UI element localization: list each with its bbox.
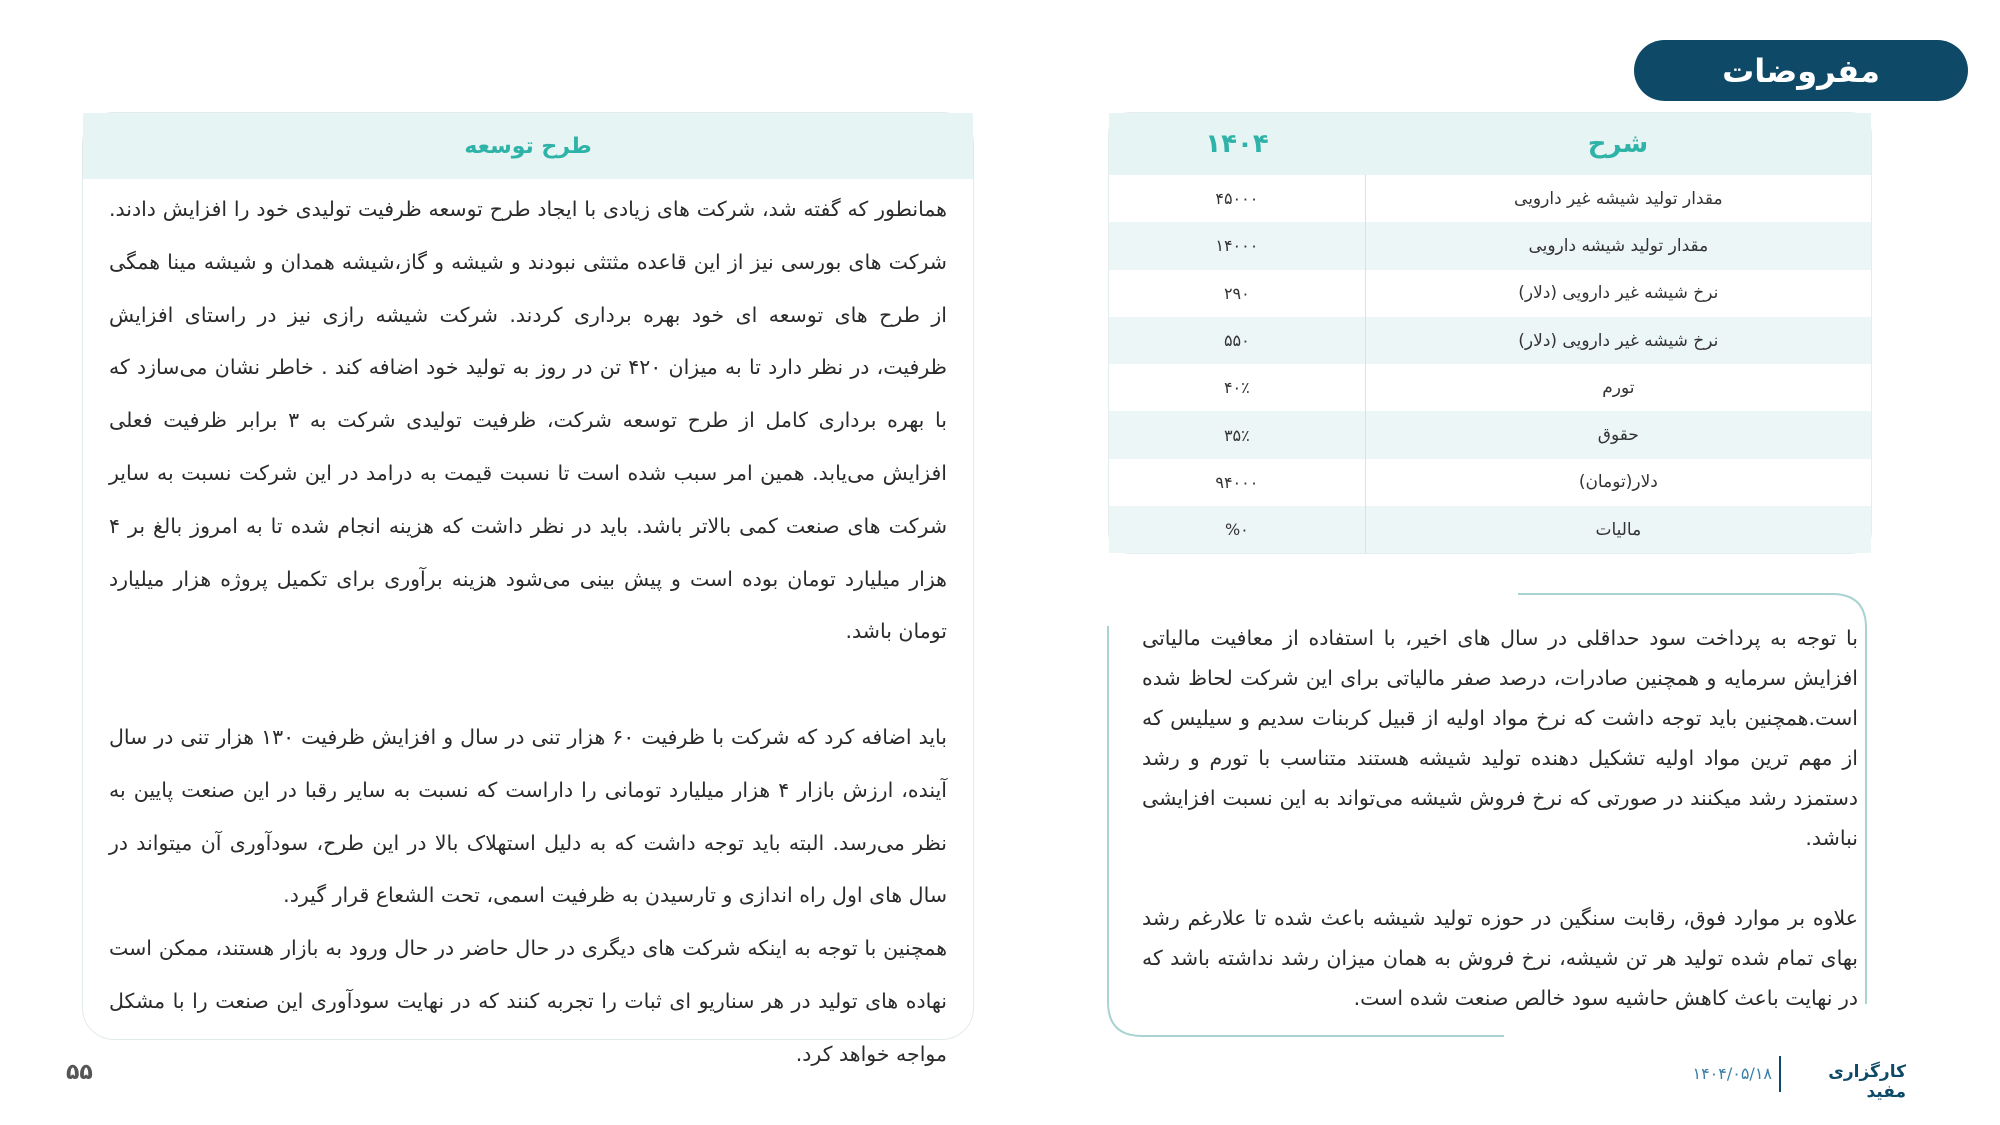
table-body [1109,175,1871,553]
page-title: مفروضات [1634,40,1968,101]
table-row [1109,175,1871,222]
development-plan-card [82,112,974,1066]
table-row [1109,459,1871,506]
row-value: ۴۰٪ [1223,378,1250,398]
row-value: ۳۵٪ [1223,425,1250,445]
header-description: شرح [1587,129,1649,159]
row-description: تورم [1365,364,1871,411]
row-value: ۲۹۰ [1223,283,1250,303]
row-description: دلار(تومان) [1365,459,1871,506]
row-description: نرخ شیشه غیر دارویی (دلار) [1365,317,1871,364]
table-row [1109,364,1871,411]
row-description: حقوق [1365,411,1871,458]
page-number: ۵۵ [66,1060,93,1085]
row-value: ۹۴۰۰۰ [1215,472,1259,492]
table-header-row [1109,113,1871,175]
notes-box [1106,592,1868,1038]
table-row [1109,270,1871,317]
assumptions-table [1108,112,1872,554]
development-plan-title: طرح توسعه [83,113,973,179]
table-row [1109,222,1871,269]
plan-paragraph: همچنین با توجه به اینکه شرکت های دیگری در حال حاضر در حال ورود به بازار هستند، ممکن است نهاده های تولید در هر سناریو ای ثبات را تجربه کنند که در نهایت سودآوری این صنعت را با مشکل مواجه خواهد کرد. [109,936,947,1066]
row-value: %۰ [1224,520,1249,540]
row-value: ۱۴۰۰۰ [1215,236,1259,256]
footer-divider [1779,1056,1781,1092]
row-description: مالیات [1365,506,1871,553]
notes-paragraph: با توجه به پرداخت سود حداقلی در سال های اخیر، با استفاده از معافیت مالیاتی افزایش سرمایه و همچنین صادرات، درصد صفر مالیاتی برای این شرکت لحاظ شده است.همچنین باید توجه داشت که نرخ مواد اولیه از قبیل کربنات سدیم و سیلیس که از مهم ترین مواد اولیه تشکیل دهنده تولید شیشه هستند متناسب با تورم و رشد دستمزد رشد میکنند در صورتی که نرخ فروش شیشه می‌تواند به این نسبت افزایشی نباشد. [1142,626,1858,850]
row-value: ۴۵۰۰۰ [1215,189,1259,209]
footer-brand: کارگزاری مفید [1828,1062,1906,1102]
row-description: مقدار تولید شیشه دارویی [1365,222,1871,269]
row-description: نرخ شیشه غیر دارویی (دلار) [1365,270,1871,317]
header-year: ۱۴۰۴ [1205,129,1269,159]
row-value: ۵۵۰ [1223,331,1250,351]
table-row [1109,317,1871,364]
footer-date: ۱۴۰۴/۰۵/۱۸ [1692,1064,1772,1083]
row-description: مقدار تولید شیشه غیر دارویی [1365,175,1871,222]
notes-text [1142,618,1858,1018]
plan-paragraph: همانطور که گفته شد، شرکت های زیادی با ایجاد طرح توسعه ظرفیت تولیدی خود را افزایش دادند. شرکت های بورسی نیز از این قاعده مثتثی نبودند و شیشه و گاز،شیشه همدان و شیشه مینا همگی از طرح های توسعه ای خود بهره برداری کردند. شرکت شیشه رازی نیز در راستای افزایش ظرفیت، در نظر دارد تا به میزان ۴۲۰ تن در روز به تولید خود اضافه کند . خاطر نشان می‌سازد که با بهره برداری کامل از طرح توسعه شرکت، ظرفیت تولیدی شرکت به ۳ برابر ظرفیت فعلی افزایش می‌یابد. همین امر سبب شده است تا نسبت قیمت به درامد در این شرکت نسبت به سایر شرکت های صنعت کمی بالاتر باشد. باید در نظر داشت که هزینه انجام شده تا به امروز بالغ بر ۴ هزار میلیارد تومان بوده است و پیش بینی می‌شود هزینه برآوری برای تکمیل پروژه هزار میلیارد تومان باشد. [109,197,947,644]
notes-paragraph: علاوه بر موارد فوق، رقابت سنگین در حوزه تولید شیشه باعث شده تا علارغم رشد بهای تمام شده تولید هر تن شیشه، نرخ فروش به همان میزان رشد نداشته باشد که در نهایت باعث کاهش حاشیه سود خالص صنعت شده است. [1142,906,1858,1010]
table-row [1109,411,1871,458]
development-plan-text [109,183,947,1081]
plan-paragraph: باید اضافه کرد که شرکت با ظرفیت ۶۰ هزار تنی در سال و افزایش ظرفیت ۱۳۰ هزار تنی در سال آینده، ارزش بازار ۴ هزار میلیارد تومانی را داراست که نسبت به سایر رقبا در این صنعت پایین به نظر می‌رسد. البته باید توجه داشت که به دلیل استهلاک بالا در این طرح، سودآوری آن میتواند در سال های اول راه اندازی و تارسیدن به ظرفیت اسمی، تحت الشعاع قرار گیرد. [109,724,947,908]
table-row [1109,506,1871,553]
